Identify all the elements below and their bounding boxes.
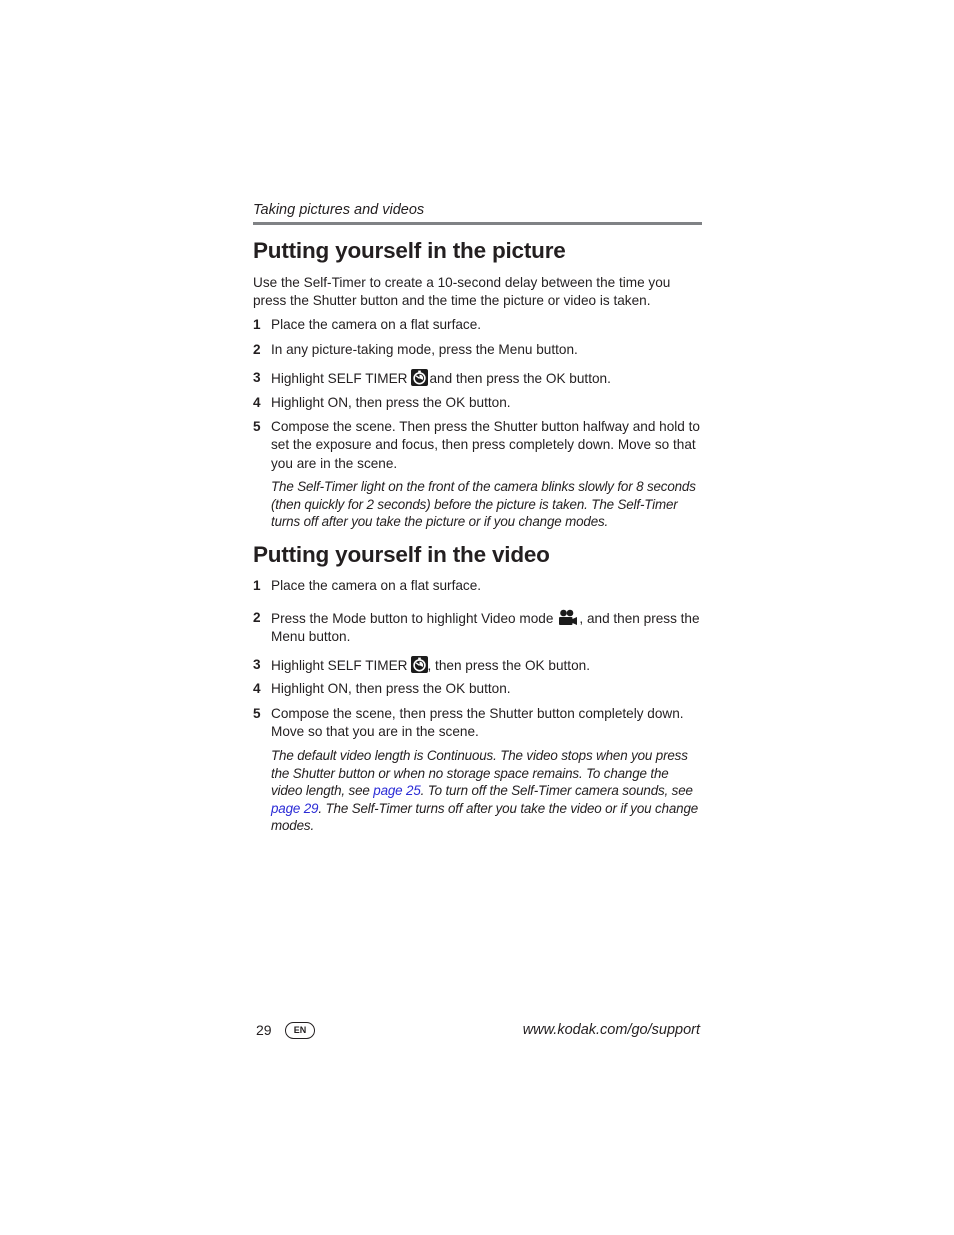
step-text: Place the camera on a flat surface. [271, 317, 482, 332]
step-text: In any picture-taking mode, press the Menu button. [271, 342, 578, 357]
video-note-text: . To turn off the Self-Timer camera sounds, see [420, 783, 693, 799]
step-text: Compose the scene, then press the Shutter button completely down. Move so that you are in the scene. [271, 706, 684, 740]
header-rule [253, 222, 702, 225]
step-number: 1 [253, 578, 261, 593]
page-29-link[interactable]: page 29 [271, 800, 319, 816]
step-number: 2 [253, 342, 261, 357]
section-title-picture: Putting yourself in the picture [253, 238, 566, 263]
picture-step-3 [253, 369, 702, 388]
step-text: Highlight SELF TIMER [271, 371, 408, 386]
video-step-2 [253, 609, 702, 647]
video-step-4 [253, 680, 702, 698]
step-number: 4 [253, 681, 261, 696]
step-number: 3 [253, 657, 261, 672]
step-number: 5 [253, 706, 261, 721]
picture-step-2 [253, 341, 702, 359]
video-note-text: The default video length is Continuous. The video stops when you press the Shutter button or when no storage space remains. To change the video length, see [271, 748, 688, 799]
video-step-3 [253, 656, 702, 675]
page-number: 29 [256, 1022, 272, 1038]
running-head: Taking pictures and videos [253, 202, 425, 218]
video-note [271, 747, 702, 835]
language-badge: EN [285, 1022, 315, 1039]
step-text-continued: , then press the OK button. [427, 658, 590, 673]
section-title-video: Putting yourself in the video [253, 542, 550, 567]
step-number: 2 [253, 610, 261, 625]
support-url[interactable]: www.kodak.com/go/support [522, 1022, 700, 1038]
video-note-text: . The Self-Timer turns off after you take the video or if you change modes. [271, 800, 699, 834]
page-25-link[interactable]: page 25 [373, 783, 421, 799]
self-timer-icon [411, 656, 428, 673]
step-text-continued: , and then press the Menu button. [271, 611, 700, 645]
step-number: 4 [253, 395, 261, 410]
step-text: Place the camera on a flat surface. [271, 578, 482, 593]
step-number: 1 [253, 317, 261, 332]
step-text-continued: and then press the OK button. [429, 371, 611, 386]
step-text: Highlight ON, then press the OK button. [271, 395, 511, 410]
video-step-1 [253, 577, 702, 595]
picture-step-4 [253, 394, 702, 412]
step-text: Highlight ON, then press the OK button. [271, 681, 511, 696]
step-number: 3 [253, 370, 261, 385]
video-camera-icon [558, 609, 578, 626]
step-text: Press the Mode button to highlight Video mode [271, 611, 554, 626]
picture-step-5 [253, 418, 702, 473]
step-number: 5 [253, 419, 261, 434]
picture-step-1 [253, 316, 702, 334]
picture-note: The Self-Timer light on the front of the camera blinks slowly for 8 seconds (then quickly for 2 seconds) before the picture is taken. The Self-Timer turns off after you take the picture or if you change modes. [271, 479, 696, 530]
intro-paragraph: Use the Self-Timer to create a 10-second delay between the time you press the Shutter button and the time the picture or video is taken. [253, 275, 671, 308]
step-text: Highlight SELF TIMER [271, 658, 408, 673]
step-text: Compose the scene. Then press the Shutter button halfway and hold to set the exposure and focus, then press completely down. Move so that you are in the scene. [271, 419, 700, 471]
self-timer-icon [411, 369, 428, 386]
video-step-5 [253, 705, 702, 742]
